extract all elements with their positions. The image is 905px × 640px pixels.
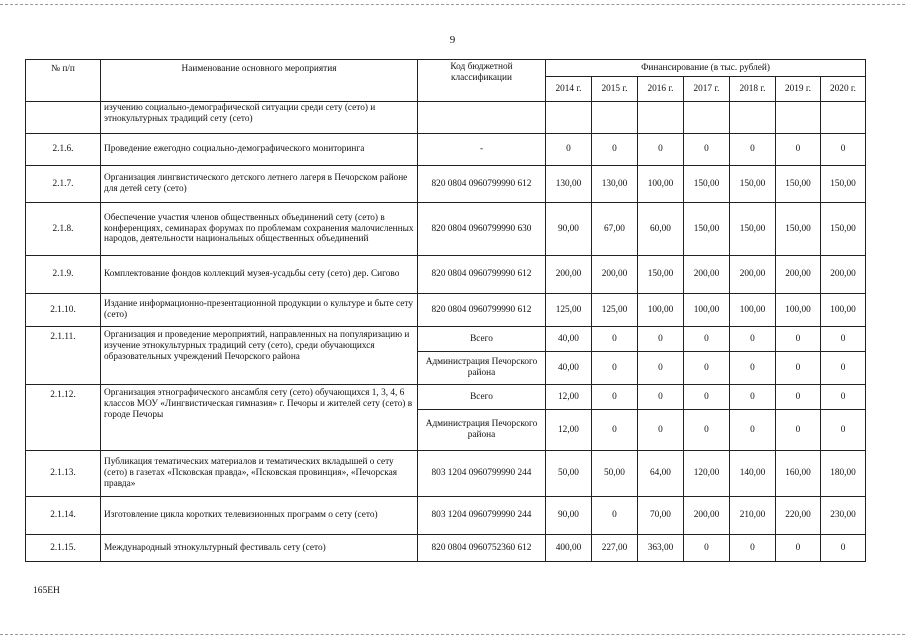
row-value: 0 [592, 327, 638, 352]
scan-edge-bottom [0, 634, 905, 635]
row-value: 0 [546, 134, 592, 166]
row-value: 0 [821, 385, 866, 410]
row-value: 220,00 [776, 497, 821, 535]
empty-cell [684, 102, 730, 134]
row-value: 0 [638, 385, 684, 410]
row-value: 150,00 [730, 166, 776, 203]
scan-edge-top [0, 4, 905, 5]
row-value: 0 [638, 134, 684, 166]
row-value: 200,00 [776, 256, 821, 294]
row-value: 0 [776, 352, 821, 385]
row-num: 2.1.13. [26, 451, 101, 497]
row-value: 180,00 [821, 451, 866, 497]
row-name: Организация лингвистического детского летнего лагеря в Печорском районе для детей сету (сето) [101, 166, 418, 203]
row-value: 67,00 [592, 203, 638, 256]
row-value: 100,00 [821, 294, 866, 327]
row-value: 200,00 [684, 497, 730, 535]
financing-table [25, 59, 866, 562]
empty-cell [638, 102, 684, 134]
table-row [26, 203, 866, 256]
page-number: 9 [449, 34, 456, 46]
row-value: 70,00 [638, 497, 684, 535]
empty-cell [592, 102, 638, 134]
row-code: Всего [418, 385, 546, 410]
row-value: 200,00 [821, 256, 866, 294]
row-value: 160,00 [776, 451, 821, 497]
row-value: 0 [638, 352, 684, 385]
row-value: 0 [592, 134, 638, 166]
row-value: 200,00 [684, 256, 730, 294]
row-value: 150,00 [821, 203, 866, 256]
header-name: Наименование основного мероприятия [101, 60, 418, 102]
table-row [26, 451, 866, 497]
row-code: 803 1204 0960799990 244 [418, 451, 546, 497]
row-name: Изготовление цикла коротких телевизионных программ о сету (сето) [101, 497, 418, 535]
header-year: 2020 г. [821, 77, 866, 102]
row-value: 0 [730, 535, 776, 562]
row-value: 0 [821, 535, 866, 562]
empty-cell [821, 102, 866, 134]
row-value: 0 [592, 497, 638, 535]
empty-cell [776, 102, 821, 134]
row-value: 100,00 [776, 294, 821, 327]
document-code: 165ЕН [33, 586, 60, 596]
row-value: 150,00 [776, 166, 821, 203]
row-num: 2.1.7. [26, 166, 101, 203]
row-value: 0 [684, 385, 730, 410]
row-name: Организация и проведение мероприятий, направленных на популяризацию и изучение этнокультурных традиций сету (сето), среди обучающихся образовательных учреждений Печорского района [101, 327, 418, 385]
row-value: 120,00 [684, 451, 730, 497]
row-value: 12,00 [546, 385, 592, 410]
row-name: изучению социально-демографической ситуации среди сету (сето) и этнокультурных традиций сету (сето) [101, 102, 418, 134]
row-value: 130,00 [592, 166, 638, 203]
row-value: 0 [684, 410, 730, 451]
row-value: 50,00 [592, 451, 638, 497]
row-value: 50,00 [546, 451, 592, 497]
row-value: 0 [730, 327, 776, 352]
table-row [26, 327, 866, 352]
header-year: 2018 г. [730, 77, 776, 102]
row-name: Организация этнографического ансамбля сету (сето) обучающихся 1, 3, 4, 6 классов МОУ «Лингвистическая гимназия» г. Печоры и жителей сету (сето) в городе Печоры [101, 385, 418, 451]
row-value: 363,00 [638, 535, 684, 562]
row-value: 0 [776, 535, 821, 562]
row-value: 0 [730, 134, 776, 166]
row-value: 40,00 [546, 352, 592, 385]
row-code: 820 0804 0960752360 612 [418, 535, 546, 562]
row-code: - [418, 134, 546, 166]
row-code: 803 1204 0960799990 244 [418, 497, 546, 535]
row-name: Международный этнокультурный фестиваль сету (сето) [101, 535, 418, 562]
row-value: 150,00 [821, 166, 866, 203]
row-name: Проведение ежегодно социально-демографического мониторинга [101, 134, 418, 166]
row-value: 230,00 [821, 497, 866, 535]
row-num [26, 102, 101, 134]
empty-cell [546, 102, 592, 134]
header-year: 2014 г. [546, 77, 592, 102]
row-value: 140,00 [730, 451, 776, 497]
row-value: 0 [730, 410, 776, 451]
row-value: 0 [684, 352, 730, 385]
row-value: 100,00 [638, 166, 684, 203]
table-row [26, 385, 866, 410]
row-num: 2.1.10. [26, 294, 101, 327]
row-code: 820 0804 0960799990 612 [418, 166, 546, 203]
row-value: 200,00 [730, 256, 776, 294]
empty-cell [418, 102, 546, 134]
row-num: 2.1.9. [26, 256, 101, 294]
row-value: 40,00 [546, 327, 592, 352]
row-name: Комплектование фондов коллекций музея-усадьбы сету (сето) дер. Сигово [101, 256, 418, 294]
row-value: 0 [821, 410, 866, 451]
header-year: 2019 г. [776, 77, 821, 102]
row-value: 90,00 [546, 497, 592, 535]
row-value: 150,00 [776, 203, 821, 256]
table-row [26, 166, 866, 203]
row-value: 0 [776, 327, 821, 352]
table-row [26, 294, 866, 327]
row-value: 0 [592, 385, 638, 410]
row-value: 100,00 [730, 294, 776, 327]
row-num: 2.1.15. [26, 535, 101, 562]
table-row [26, 535, 866, 562]
row-value: 150,00 [684, 203, 730, 256]
row-value: 210,00 [730, 497, 776, 535]
row-value: 0 [592, 352, 638, 385]
row-code: Администрация Печорского района [418, 410, 546, 451]
row-num: 2.1.8. [26, 203, 101, 256]
row-value: 400,00 [546, 535, 592, 562]
row-value: 200,00 [546, 256, 592, 294]
row-value: 0 [684, 535, 730, 562]
row-value: 200,00 [592, 256, 638, 294]
row-value: 150,00 [730, 203, 776, 256]
table-row [26, 134, 866, 166]
table-row [26, 102, 866, 134]
row-value: 0 [730, 385, 776, 410]
row-value: 150,00 [684, 166, 730, 203]
row-value: 0 [638, 410, 684, 451]
row-name: Обеспечение участия членов общественных объединений сету (сето) в конференциях, семинарах форумах по проблемам сохранения малочисленных народов, деятельности национальных общественных объединений [101, 203, 418, 256]
header-num: № п/п [26, 60, 101, 102]
row-value: 12,00 [546, 410, 592, 451]
row-num: 2.1.14. [26, 497, 101, 535]
row-code: 820 0804 0960799990 612 [418, 294, 546, 327]
header-code: Код бюджетной классификации [418, 60, 546, 102]
row-value: 0 [821, 352, 866, 385]
header-financing: Финансирование (в тыс. рублей) [546, 60, 866, 77]
row-value: 100,00 [684, 294, 730, 327]
row-value: 0 [776, 385, 821, 410]
header-year: 2016 г. [638, 77, 684, 102]
row-code: Администрация Печорского района [418, 352, 546, 385]
row-name: Публикация тематических материалов и тематических вкладышей о сету (сето) в газетах «Псковская правда», «Псковская провинция», «Печорская правда» [101, 451, 418, 497]
row-value: 0 [684, 327, 730, 352]
row-value: 0 [776, 410, 821, 451]
row-value: 125,00 [592, 294, 638, 327]
row-value: 64,00 [638, 451, 684, 497]
row-value: 0 [821, 134, 866, 166]
row-code: 820 0804 0960799990 630 [418, 203, 546, 256]
table-row [26, 497, 866, 535]
row-num: 2.1.12. [26, 385, 101, 451]
row-value: 0 [592, 410, 638, 451]
row-value: 125,00 [546, 294, 592, 327]
header-year: 2017 г. [684, 77, 730, 102]
row-value: 0 [730, 352, 776, 385]
row-value: 0 [638, 327, 684, 352]
row-value: 0 [684, 134, 730, 166]
row-value: 100,00 [638, 294, 684, 327]
row-num: 2.1.11. [26, 327, 101, 385]
row-code: Всего [418, 327, 546, 352]
row-value: 60,00 [638, 203, 684, 256]
row-name: Издание информационно-презентационной продукции о культуре и быте сету (сето) [101, 294, 418, 327]
row-code: 820 0804 0960799990 612 [418, 256, 546, 294]
empty-cell [730, 102, 776, 134]
row-value: 0 [776, 134, 821, 166]
row-value: 0 [821, 327, 866, 352]
row-num: 2.1.6. [26, 134, 101, 166]
row-value: 150,00 [638, 256, 684, 294]
table-row [26, 256, 866, 294]
row-value: 227,00 [592, 535, 638, 562]
row-value: 90,00 [546, 203, 592, 256]
header-year: 2015 г. [592, 77, 638, 102]
row-value: 130,00 [546, 166, 592, 203]
